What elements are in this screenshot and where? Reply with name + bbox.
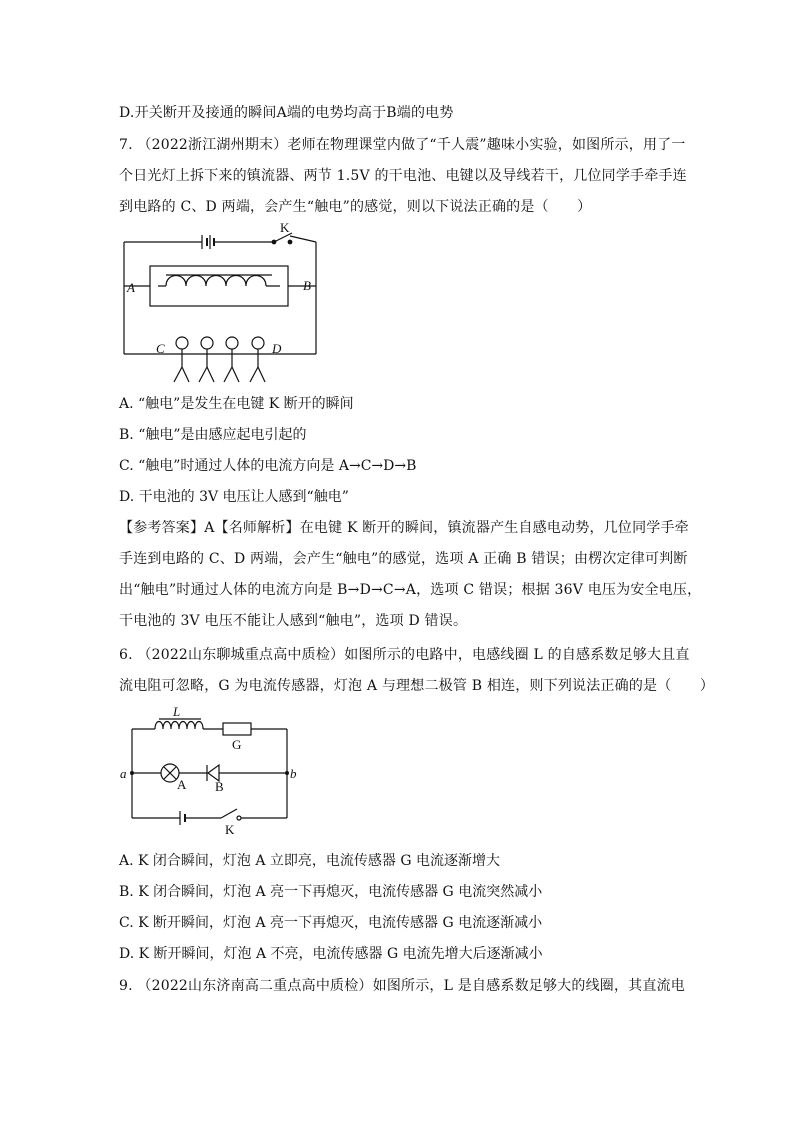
q6-option-d: D. K 断开瞬间，灯泡 A 不亮，电流传感器 G 电流先增大后逐渐减小 — [119, 946, 543, 962]
q6-option-b: B. K 闭合瞬间，灯泡 A 亮一下再熄灭，电流传感器 G 电流突然减小 — [119, 884, 543, 900]
q6-label-g: G — [232, 737, 242, 752]
q6-label-diode: B — [215, 779, 224, 794]
q7-label-k: K — [280, 222, 290, 235]
q7-label-c: C — [156, 341, 165, 356]
q6-option-a: A. K 闭合瞬间，灯泡 A 立即亮，电流传感器 G 电流逐渐增大 — [119, 853, 501, 869]
q7-stem-line-1: 7. （2022浙江湖州期末）老师在物理课堂内做了“千人震”趣味小实验，如图所示，用了一 — [119, 137, 686, 153]
q6-stem-line-2: 流电阻可忽略，G 为电流传感器，灯泡 A 与理想二极管 B 相连，则下列说法正确的是（ ） — [119, 678, 715, 694]
q6-label-k: K — [225, 822, 235, 837]
q6-option-c: C. K 断开瞬间，灯泡 A 亮一下再熄灭，电流传感器 G 电流逐渐减小 — [119, 915, 543, 931]
q7-label-b: B — [303, 278, 311, 293]
q7-label-a: A — [127, 280, 135, 295]
prev-option-d: D.开关断开及接通的瞬间A端的电势均高于B端的电势 — [119, 105, 454, 121]
q6-circuit-figure — [115, 703, 315, 838]
q7-stem-line-2: 个日光灯上拆下来的镇流器、两节 1.5V 的干电池、电键以及导线若干，几位同学手牵手连 — [119, 168, 687, 184]
q7-option-d: D. 干电池的 3V 电压让人感到“触电” — [119, 489, 349, 505]
q7-option-c: C. “触电”时通过人体的电流方向是 A→C→D→B — [119, 458, 417, 474]
q7-answer-line-1: 【参考答案】A【名师解析】在电键 K 断开的瞬间，镇流器产生自感电动势，几位同学手牵 — [119, 520, 689, 536]
q7-answer-line-2: 手连到电路的 C、D 两端，会产生“触电”的感觉，选项 A 正确 B 错误；由楞次定律可判断 — [119, 551, 688, 567]
q7-label-d: D — [272, 341, 282, 356]
q6-label-b-node: b — [290, 766, 297, 781]
q9-stem-line-1: 9. （2022山东济南高二重点高中质检）如图所示，L 是自感系数足够大的线圈，其直流电 — [119, 978, 685, 994]
q7-circuit-figure — [110, 222, 330, 387]
q6-label-a-node: a — [120, 766, 127, 781]
q6-label-l: L — [173, 704, 181, 719]
q7-option-a: A. “触电”是发生在电键 K 断开的瞬间 — [119, 396, 354, 412]
q7-stem-line-3: 到电路的 C、D 两端，会产生“触电”的感觉，则以下说法正确的是（ ） — [119, 199, 592, 215]
q7-answer-line-3: 出“触电”时通过人体的电流方向是 B→D→C→A，选项 C 错误；根据 36V 电压为安全电压， — [119, 582, 702, 598]
q7-option-b: B. “触电”是由感应起电引起的 — [119, 427, 307, 443]
q7-answer-line-4: 干电池的 3V 电压不能让人感到“触电”，选项 D 错误。 — [119, 613, 468, 629]
q6-stem-line-1: 6. （2022山东聊城重点高中质检）如图所示的电路中，电感线圈 L 的自感系数足够大且直 — [119, 647, 690, 663]
q6-label-lamp: A — [177, 777, 187, 792]
